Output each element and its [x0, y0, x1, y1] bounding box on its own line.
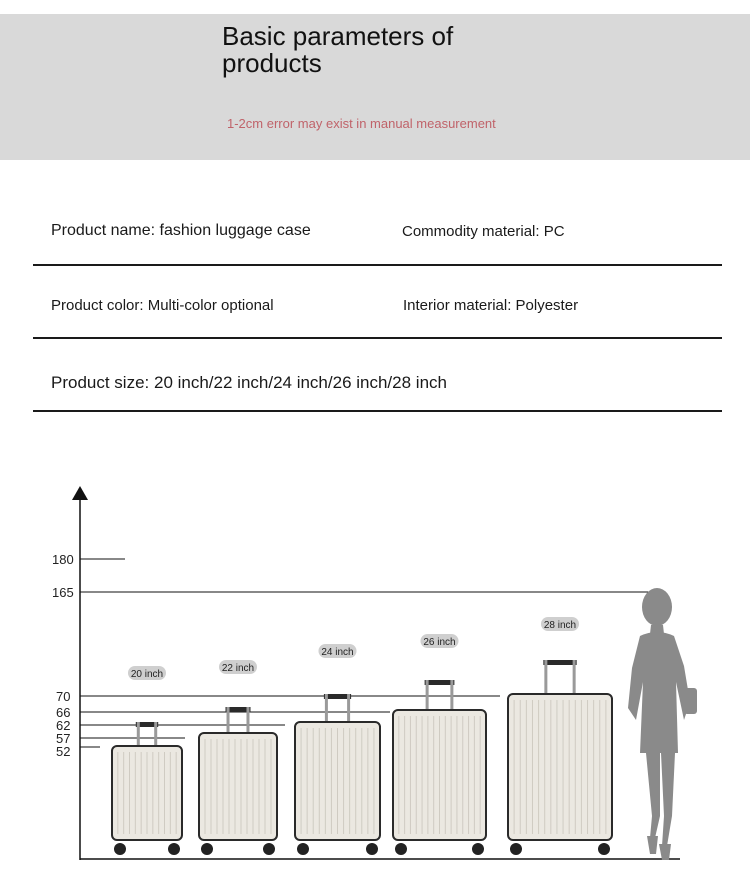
title-line-1: Basic parameters of [222, 21, 454, 51]
commodity-material: Commodity material: PC [402, 223, 565, 240]
tick-label-57: 57 [56, 731, 71, 746]
handle-grip [543, 660, 576, 665]
tick-label-70: 70 [56, 689, 71, 704]
handle-rod-left [325, 694, 328, 722]
wheel-icon [263, 843, 275, 855]
product-name: Product name: fashion luggage case [51, 222, 311, 239]
size-comparison-chart [0, 470, 750, 884]
handle-rod-left [137, 722, 140, 746]
wheel-icon [598, 843, 610, 855]
measurement-note: 1-2cm error may exist in manual measurement [227, 116, 496, 131]
wheel-icon [201, 843, 213, 855]
suitcase-28-inch [508, 617, 612, 855]
tick-label-180: 180 [52, 552, 74, 567]
divider-1 [33, 264, 722, 266]
suitcases-group [112, 617, 612, 855]
handle-rod-right [573, 660, 576, 694]
handle-rod-left [227, 707, 230, 733]
wheel-icon [395, 843, 407, 855]
suitcase-22-inch [199, 660, 277, 855]
tick-label-66: 66 [56, 705, 71, 720]
tick-label-62: 62 [56, 718, 71, 733]
size-label: 28 inch [543, 620, 577, 631]
product-size: Product size: 20 inch/22 inch/24 inch/26 inch/28 inch [51, 373, 447, 392]
person-silhouette-icon [628, 588, 697, 860]
handle-rod-left [544, 660, 547, 694]
handle-rod-right [246, 707, 249, 733]
handle-grip [324, 694, 351, 699]
wheel-icon [366, 843, 378, 855]
handle-grip [425, 680, 455, 685]
size-label: 26 inch [423, 637, 456, 648]
tick-label-165: 165 [52, 585, 74, 600]
handle-rod-left [426, 680, 429, 710]
suitcase-26-inch [393, 634, 486, 855]
wheel-icon [114, 843, 126, 855]
wheel-icon [510, 843, 522, 855]
divider-2 [33, 337, 722, 339]
handle-rod-right [450, 680, 453, 710]
size-label: 22 inch [221, 663, 255, 674]
suitcase-24-inch [295, 644, 380, 855]
wheel-icon [472, 843, 484, 855]
handle-rod-right [347, 694, 350, 722]
page-title [222, 23, 522, 77]
divider-3 [33, 410, 722, 412]
y-axis-arrow-icon [72, 486, 88, 500]
size-label: 24 inch [321, 647, 354, 658]
wheel-icon [168, 843, 180, 855]
tick-label-52: 52 [56, 744, 71, 759]
interior-material: Interior material: Polyester [403, 297, 579, 314]
title-line-2: products [222, 48, 322, 78]
suitcase-20-inch [112, 666, 182, 855]
handle-rod-right [154, 722, 157, 746]
size-label: 20 inch [130, 669, 164, 680]
product-color: Product color: Multi-color optional [51, 297, 274, 314]
size-chart-svg [0, 470, 750, 884]
wheel-icon [297, 843, 309, 855]
suitcase-body [508, 694, 612, 840]
